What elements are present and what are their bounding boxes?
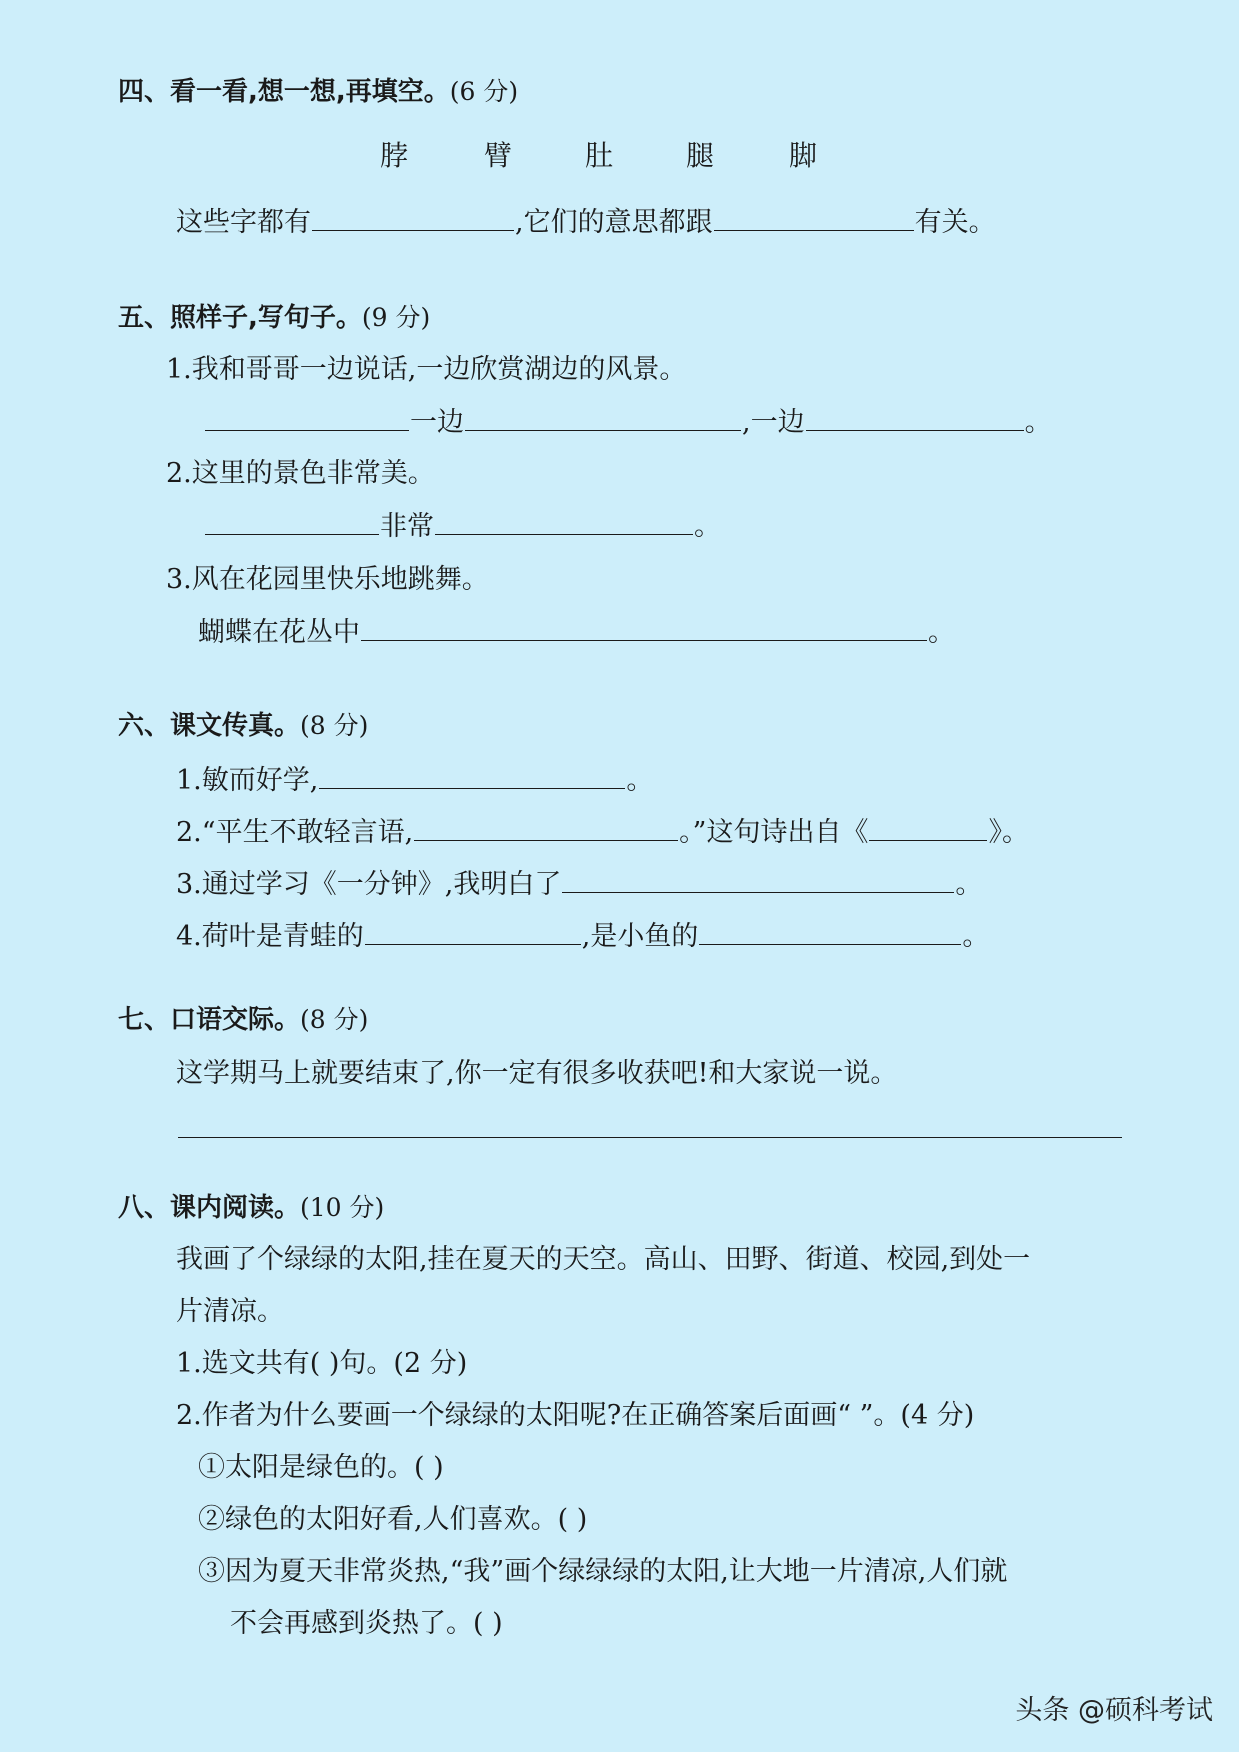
watermark: 头条 @硕科考试 [1015, 1695, 1213, 1726]
section-5-heading [118, 300, 430, 336]
sentence-part: 一边 [410, 407, 464, 438]
answer-blank[interactable] [869, 814, 987, 841]
sentence-part: 。 [928, 617, 955, 648]
s8-passage-line-1: 我画了个绿绿的太阳,挂在夏天的天空。高山、田野、街道、校园,到处一 [176, 1244, 1031, 1275]
char-1: 脖 [380, 139, 409, 172]
sentence-part: 1.敏而好学, [176, 765, 319, 796]
answer-blank[interactable] [414, 814, 678, 841]
answer-blank[interactable] [714, 204, 914, 231]
s6-q4 [176, 918, 989, 955]
sentence-part: ,是小鱼的 [581, 921, 699, 952]
sentence-part: 非常 [380, 511, 434, 542]
s8-option-3: ③因为夏天非常炎热,“我”画个绿绿绿的太阳,让大地一片清凉,人们就 [198, 1556, 1008, 1587]
s5-q2-answer [204, 508, 721, 545]
sentence-part: 蝴蝶在花丛中 [198, 617, 360, 648]
answer-blank[interactable] [312, 204, 514, 231]
sentence-part: ,一边 [742, 407, 805, 438]
sentence-part: 。 [955, 869, 983, 900]
answer-blank[interactable] [361, 614, 927, 641]
sentence-part: 。 [626, 765, 654, 796]
answer-blank[interactable] [319, 762, 625, 789]
section-7-heading [118, 1002, 368, 1038]
char-4: 腿 [686, 139, 715, 172]
section-5-title: 五、照样子,写句子。 [118, 303, 362, 333]
s8-option-2: ②绿色的太阳好看,人们喜欢。( ) [198, 1504, 588, 1535]
s8-q1: 1.选文共有( )句。(2 分) [176, 1348, 468, 1379]
answer-blank[interactable] [465, 404, 741, 431]
answer-blank[interactable] [205, 404, 409, 431]
sentence-part: 。”这句诗出自《 [679, 817, 869, 848]
s6-q2 [176, 814, 1029, 851]
sentence-part: 这些字都有 [176, 207, 311, 238]
section-6-heading [118, 708, 368, 744]
s6-q3 [176, 866, 982, 903]
answer-blank[interactable] [205, 508, 379, 535]
section-8-points: (10 分) [300, 1193, 385, 1222]
s8-passage-line-2: 片清凉。 [176, 1296, 284, 1327]
s8-option-1: ①太阳是绿色的。( ) [198, 1452, 444, 1483]
sentence-part: 。 [694, 511, 721, 542]
s8-option-3-cont: 不会再感到炎热了。( ) [230, 1608, 503, 1639]
s5-q3: 3.风在花园里快乐地跳舞。 [166, 564, 489, 595]
answer-blank[interactable] [806, 404, 1024, 431]
char-3: 肚 [585, 139, 614, 172]
section-5-points: (9 分) [361, 303, 431, 332]
answer-blank[interactable] [562, 866, 954, 893]
answer-blank[interactable] [435, 508, 693, 535]
section-8-heading [118, 1190, 384, 1226]
s5-q3-answer [198, 614, 955, 651]
sentence-part: 3.通过学习《一分钟》,我明白了 [176, 869, 562, 900]
s5-q1: 1.我和哥哥一边说话,一边欣赏湖边的风景。 [166, 354, 687, 385]
answer-blank[interactable] [699, 918, 961, 945]
section-4-heading [118, 74, 518, 110]
sentence-part: 有关。 [914, 207, 996, 238]
s5-q1-answer [204, 404, 1052, 441]
section-4-points: (6 分) [449, 77, 519, 106]
sentence-part: 2.“平生不敢轻言语, [176, 817, 414, 848]
section-4-title: 四、看一看,想一想,再填空。 [118, 77, 450, 107]
s7-prompt: 这学期马上就要结束了,你一定有很多收获吧!和大家说一说。 [176, 1058, 898, 1089]
section-7-title: 七、口语交际。 [118, 1005, 301, 1035]
s6-q1 [176, 762, 653, 799]
char-2: 臂 [484, 139, 513, 172]
section-8-title: 八、课内阅读。 [118, 1193, 301, 1223]
sentence-part: ,它们的意思都跟 [515, 207, 713, 238]
s7-answer-line[interactable] [178, 1137, 1122, 1138]
section-6-points: (8 分) [300, 711, 369, 740]
char-5: 脚 [789, 139, 818, 172]
section-7-points: (8 分) [300, 1005, 369, 1034]
sentence-part: 。 [1024, 407, 1052, 438]
sentence-part: 》。 [988, 817, 1029, 848]
s5-q2: 2.这里的景色非常美。 [166, 458, 435, 489]
section-4-sentence [176, 204, 996, 241]
answer-blank[interactable] [365, 918, 581, 945]
section-6-title: 六、课文传真。 [118, 711, 301, 741]
sentence-part: 4.荷叶是青蛙的 [176, 921, 364, 952]
s8-q2: 2.作者为什么要画一个绿绿的太阳呢?在正确答案后面画“ ”。(4 分) [176, 1400, 975, 1431]
sentence-part: 。 [962, 921, 990, 952]
